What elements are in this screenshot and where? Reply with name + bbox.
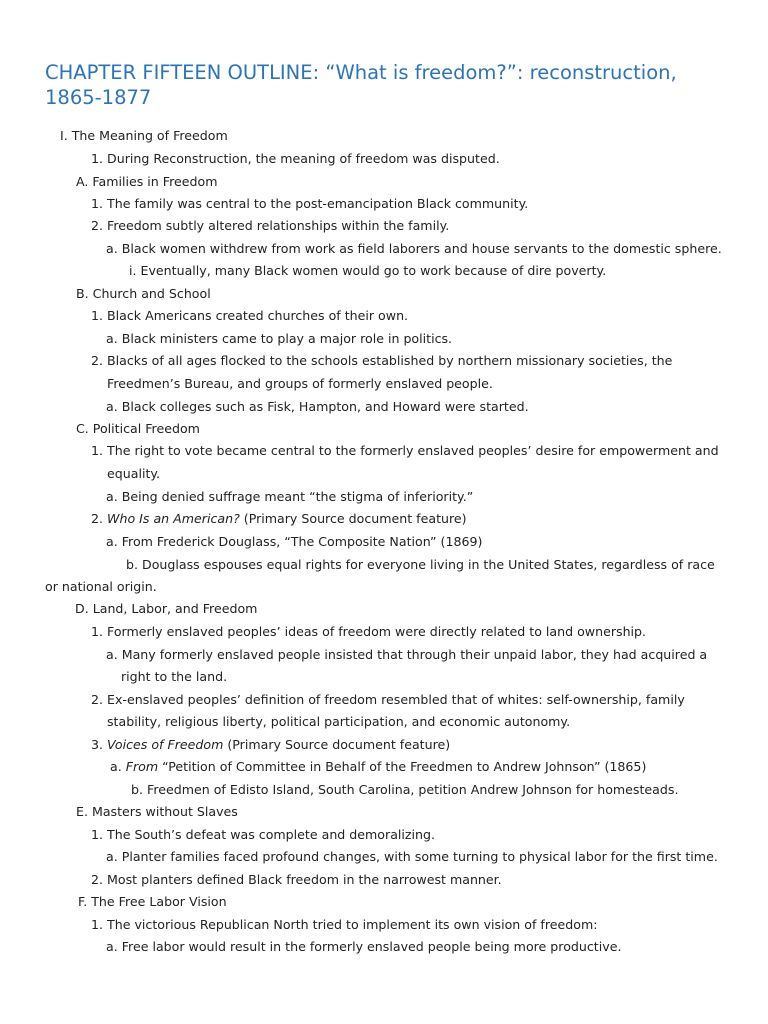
outline-line: b. Freedmen of Edisto Island, South Carolina, petition Andrew Johnson for homesteads.: [131, 782, 679, 797]
outline-line: 1. The victorious Republican North tried to implement its own vision of freedom:: [91, 917, 598, 932]
outline-line: [91, 511, 467, 527]
outline-line: 1. The right to vote became central to the formerly enslaved peoples’ desire for empowerment and: [91, 443, 719, 458]
outline-line: 2. Ex-enslaved peoples’ definition of freedom resembled that of whites: self-ownership, family: [91, 692, 685, 707]
outline-line: 2. Freedom subtly altered relationships within the family.: [91, 218, 450, 233]
outline-line: a. Planter families faced profound changes, with some turning to physical labor for the first time.: [106, 849, 718, 864]
outline-line: 2. Most planters defined Black freedom in the narrowest manner.: [91, 872, 502, 887]
outline-line: Freedmen’s Bureau, and groups of formerly enslaved people.: [107, 376, 493, 391]
outline-line: 1. During Reconstruction, the meaning of freedom was disputed.: [91, 151, 500, 166]
outline-line: stability, religious liberty, political participation, and economic autonomy.: [107, 714, 571, 729]
outline-line: D. Land, Labor, and Freedom: [75, 601, 258, 616]
outline-line: a. Black women withdrew from work as field laborers and house servants to the domestic sphere.: [106, 241, 722, 256]
italic-feature-title: Who Is an American?: [107, 511, 240, 526]
outline-line-suffix: “Petition of Committee in Behalf of the Freedmen to Andrew Johnson” (1865): [158, 759, 647, 774]
italic-feature-title: Voices of Freedom: [107, 737, 224, 752]
outline-line: a. From Frederick Douglass, “The Composite Nation” (1869): [106, 534, 483, 549]
outline-line-suffix: (Primary Source document feature): [239, 511, 467, 526]
outline-line-suffix: (Primary Source document feature): [223, 737, 451, 752]
outline-line-prefix: 3.: [91, 737, 108, 752]
outline-line: 1. Formerly enslaved peoples’ ideas of freedom were directly related to land ownership.: [91, 624, 647, 639]
outline-line: 1. The South’s defeat was complete and demoralizing.: [91, 827, 435, 842]
outline-line: F. The Free Labor Vision: [78, 894, 227, 909]
title-line-1: CHAPTER FIFTEEN OUTLINE: “What is freedom?”: reconstruction,: [45, 61, 677, 84]
outline-line-prefix: 2.: [91, 511, 108, 526]
outline-line: a. Black colleges such as Fisk, Hampton, and Howard were started.: [106, 399, 529, 414]
outline-line: a. Many formerly enslaved people insisted that through their unpaid labor, they had acquired a: [106, 647, 708, 662]
outline-line: or national origin.: [45, 579, 157, 594]
outline-line: [91, 737, 450, 753]
outline-line: [110, 759, 646, 775]
page-title: [45, 60, 745, 110]
outline-line: equality.: [107, 466, 161, 481]
outline-line: C. Political Freedom: [76, 421, 200, 436]
title-line-2: 1865-1877: [45, 86, 152, 109]
outline-line: 1. The family was central to the post-emancipation Black community.: [91, 196, 529, 211]
outline-line: b. Douglass espouses equal rights for everyone living in the United States, regardless of race: [126, 557, 715, 572]
outline-line: a. Being denied suffrage meant “the stigma of inferiority.”: [106, 489, 474, 504]
outline-line: E. Masters without Slaves: [76, 804, 238, 819]
outline-line: A. Families in Freedom: [76, 174, 218, 189]
outline-line: B. Church and School: [76, 286, 211, 301]
outline-line: right to the land.: [121, 669, 228, 684]
outline-line: a. Black ministers came to play a major role in politics.: [106, 331, 453, 346]
outline-line: I. The Meaning of Freedom: [60, 128, 228, 143]
italic-word: From: [125, 759, 159, 774]
outline-line: 2. Blacks of all ages flocked to the schools established by northern missionary societies, the: [91, 353, 673, 368]
outline-line: i. Eventually, many Black women would go to work because of dire poverty.: [129, 263, 607, 278]
outline-line: 1. Black Americans created churches of their own.: [91, 308, 409, 323]
outline-line: a. Free labor would result in the formerly enslaved people being more productive.: [106, 939, 622, 954]
outline-line-prefix: a.: [110, 759, 126, 774]
